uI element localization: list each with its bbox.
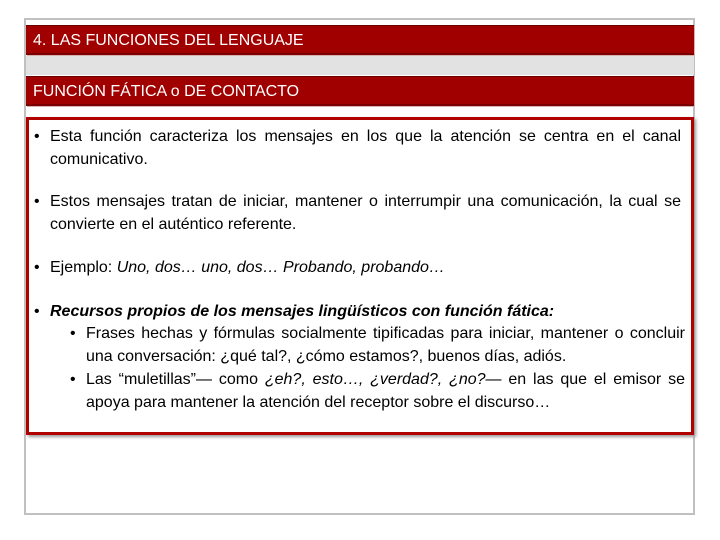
slide-title: 4. LAS FUNCIONES DEL LENGUAJE (33, 32, 304, 49)
subtitle-bar (26, 76, 694, 106)
bullet-item (29, 190, 691, 236)
bullet-item (29, 256, 691, 279)
bullet-icon: • (70, 371, 76, 388)
sub-bullet-item (29, 322, 691, 368)
divider-strip (26, 56, 694, 75)
bullet-icon: • (34, 303, 40, 320)
bullet-icon: • (34, 259, 40, 276)
bullet-item (29, 300, 691, 323)
bullet-icon: • (34, 128, 40, 145)
sub-bullet-item (29, 368, 691, 414)
resources-heading: Recursos propios de los mensajes lingüísticos con función fática: (50, 303, 555, 320)
example-text: Uno, dos… uno, dos… Probando, probando… (116, 259, 445, 276)
bullet-text: Las “muletillas”— como (86, 371, 265, 388)
bullet-text: Estos mensajes tratan de iniciar, mantener o interrumpir una comunicación, la cual se convierte en el auténtico referente. (50, 193, 681, 233)
bullet-icon: • (34, 193, 40, 210)
bullet-icon: • (70, 325, 76, 342)
title-bar (26, 25, 694, 55)
slide-subtitle: FUNCIÓN FÁTICA o DE CONTACTO (33, 83, 300, 100)
example-label: Ejemplo: (50, 259, 117, 276)
bullet-text: Frases hechas y fórmulas socialmente tipificadas para iniciar, mantener o concluir una conversación: ¿qué tal?, ¿cómo estamos?, buenos días, adiós. (86, 325, 685, 365)
bullet-italic-text: ¿eh?, esto…, ¿verdad?, ¿no? (264, 371, 486, 388)
bullet-item (29, 125, 691, 171)
bullet-text: — en las que el emisor se apoya para mantener la atención del receptor sobre el discurso… (86, 371, 685, 411)
content-box (26, 117, 694, 435)
bullet-text: Esta función caracteriza los mensajes en los que la atención se centra en el canal comunicativo. (50, 128, 681, 168)
